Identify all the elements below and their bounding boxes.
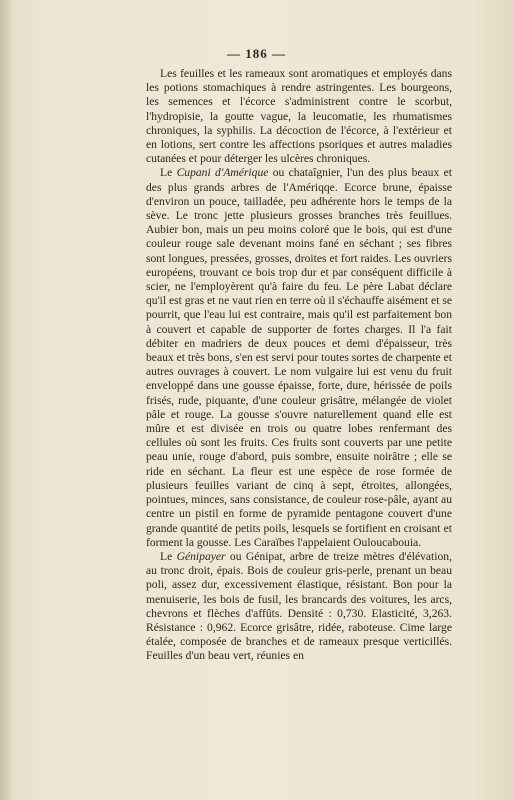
paragraph-2-lead: Le <box>160 166 177 180</box>
species-name-genipayer: Génipayer <box>176 549 226 563</box>
paragraph-1-text: Les feuilles et les rameaux sont aromatiques et employés dans les potions stomachiques à rendre astringentes. Les bourgeons, les semences et l'écorce s'administrent contre le scorbut, l'hydropisie, la goutte vague, la leucomatie, les rhumatismes chroniques, la syphilis. La décoction de l'écorce, à l'extérieur et en lotions, sert contre les affections psoriques et autres maladies cutanées et pour déterger les ulcères chroniques. <box>146 67 452 166</box>
body-text <box>146 67 452 664</box>
page-number: — 186 — <box>227 46 286 61</box>
paragraph-2 <box>146 166 452 549</box>
species-name-cupani: Cupani d'Amérique <box>176 166 269 180</box>
paragraph-2-text: ou chataîgnier, l'un des plus beaux et des plus grands arbres de l'Amériqqe. Ecorce brune, épaisse d'environ un pouce, tailladée, peu adhérente hors le temps de la sève. Le tronc jette plusieurs grosses branches très feuillues. Aubier bon, mais un peu moins coloré que le bois, qui est d'une couleur rouge sale devenant moins fané en séchant ; ses fibres sont longues, pressées, grosses, droites et fort raides. Les ouvriers européens, trouvant ce bois trop dur et par conséquent difficile à scier, ne l'employèrent qu'à faire du feu. Le père Labat déclare qu'il est gras et ne vaut rien en terre où il s'échauffe aisément et se pourrit, que l'eau lui est contraire, mais qu'il est parfaitement bon à couvert et capable de supporter de fortes charges. Il l'a fait débiter en madriers de deux pouces et demi d'épaisseur, très beaux et très bons, s'en est servi pour toutes sortes de charpente et autres ouvrages à couvert. Le nom vulgaire lui est venu du fruit enveloppé dans une gousse épaisse, forte, dure, hérissée de poils frisés, rude, piquante, d'une couleur grisâtre, mélangée de violet pâle et rouge. La gousse s'ouvre naturellement quand elle est mûre et est divisée en trois ou quatre lobes renfermant des cellules où sont les fruits. Ces fruits sont couverts par une petite peau unie, rouge d'abord, puis sombre, ensuite noirâtre ; elle se ride en séchant. La fleur est une espèce de rose formée de plusieurs feuilles variant de cinq à sept, étroites, allongées, pointues, minces, sans consistance, de couleur rose-pâle, ayant au centre un pistil en forme de pyramide pentagone couvert d'une grande quantité de petits poils, lesquels se fortifient en croisant et forment la gousse. Les Caraïbes l'appelaient Ouloucabouia. <box>146 166 452 549</box>
page-edge-shadow <box>0 0 14 800</box>
paragraph-3-text: ou Génipat, arbre de treize mètres d'élévation, au tronc droit, épais. Bois de couleur gris-perle, prenant un beau poli, assez dur, excessivement élastique, résistant. Bon pour la menuiserie, les bois de fusil, les brancards des voitures, les arcs, chevrons et flèches d'affûts. Densité : 0,730. Elasticité, 3,263. Résistance : 0,962. Ecorce grisâtre, ridée, raboteuse. Cime large étalée, composée de branches et de rameaux presque verticillés. Feuilles d'un beau vert, réunies en <box>146 549 452 663</box>
paragraph-3 <box>146 550 452 664</box>
paragraph-1 <box>146 67 452 166</box>
paragraph-3-lead: Le <box>160 549 177 563</box>
